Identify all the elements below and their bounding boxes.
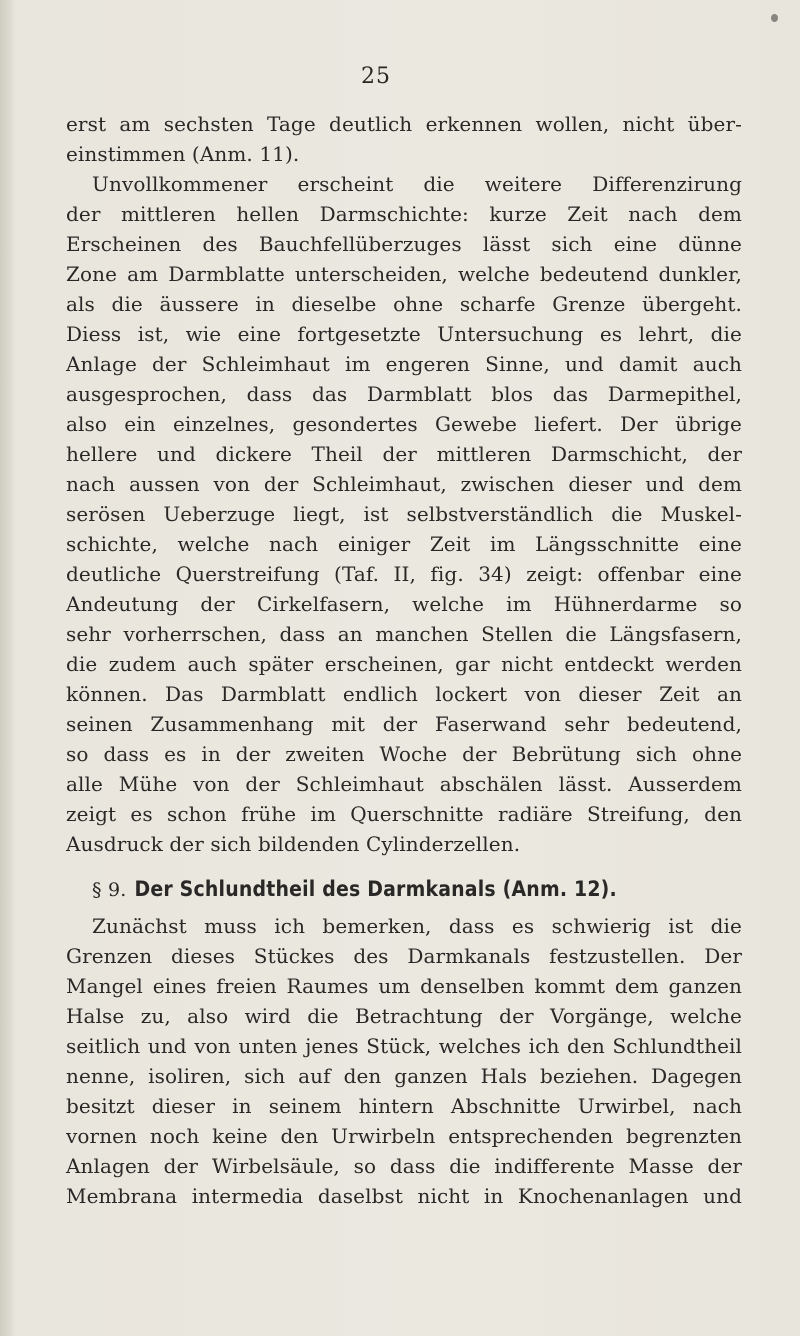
text-line: Erscheinen des Bauchfellüberzuges lässt sich eine dünne — [66, 232, 742, 256]
text-line: einstimmen (Anm. 11). — [66, 142, 300, 166]
text-line: besitzt dieser in seinem hintern Abschnitte Urwirbel, nach — [66, 1094, 742, 1118]
text-line: Membrana intermedia daselbst nicht in Knochenanlagen und — [66, 1184, 742, 1208]
text-line: erst am sechsten Tage deutlich erkennen wollen, nicht über- — [66, 112, 742, 136]
text-line: Zunächst muss ich bemerken, dass es schwierig ist die — [92, 914, 742, 938]
text-line: serösen Ueberzuge liegt, ist selbstverständlich die Muskel- — [66, 502, 742, 526]
text-line: seinen Zusammenhang mit der Faserwand sehr bedeutend, — [66, 712, 742, 736]
paragraph-1 — [66, 109, 742, 169]
section-heading — [66, 871, 742, 907]
text-line: der mittleren hellen Darmschichte: kurze Zeit nach dem — [66, 202, 742, 226]
text-line: sehr vorherrschen, dass an manchen Stellen die Längsfasern, — [66, 622, 742, 646]
text-line: Diess ist, wie eine fortgesetzte Untersuchung es lehrt, die — [66, 322, 742, 346]
text-line: zeigt es schon frühe im Querschnitte radiäre Streifung, den — [66, 802, 742, 826]
paragraph-2 — [66, 169, 742, 859]
text-line: Mangel eines freien Raumes um denselben kommt dem ganzen — [66, 974, 742, 998]
text-line: so dass es in der zweiten Woche der Bebrütung sich ohne — [66, 742, 742, 766]
text-line: Grenzen dieses Stückes des Darmkanals festzustellen. Der — [66, 944, 742, 968]
text-line: Zone am Darmblatte unterscheiden, welche bedeutend dunkler, — [66, 262, 742, 286]
text-line: seitlich und von unten jenes Stück, welches ich den Schlundtheil — [66, 1034, 742, 1058]
page-fold-shadow — [0, 0, 14, 1336]
section-number: § 9. — [92, 879, 127, 901]
text-line: ausgesprochen, dass das Darmblatt blos das Darmepithel, — [66, 382, 742, 406]
text-line: also ein einzelnes, gesondertes Gewebe liefert. Der übrige — [66, 412, 742, 436]
text-line: Unvollkommener erscheint die weitere Differenzirung — [92, 172, 742, 196]
text-line: können. Das Darmblatt endlich lockert von dieser Zeit an — [66, 682, 742, 706]
text-line: Anlagen der Wirbelsäule, so dass die indifferente Masse der — [66, 1154, 742, 1178]
text-line: deutliche Querstreifung (Taf. II, fig. 34) zeigt: offenbar eine — [66, 562, 742, 586]
section-title: Der Schlundtheil des Darmkanals (Anm. 12). — [134, 877, 617, 901]
body-text — [66, 109, 742, 1211]
text-line: die zudem auch später erscheinen, gar nicht entdeckt werden — [66, 652, 742, 676]
text-line: alle Mühe von der Schleimhaut abschälen lässt. Ausserdem — [66, 772, 742, 796]
ink-speck — [771, 14, 778, 22]
paragraph-3 — [66, 911, 742, 1211]
page-number: 25 — [361, 64, 391, 89]
text-line: Halse zu, also wird die Betrachtung der Vorgänge, welche — [66, 1004, 742, 1028]
text-line: Andeutung der Cirkelfasern, welche im Hühnerdarme so — [66, 592, 742, 616]
text-line: als die äussere in dieselbe ohne scharfe Grenze übergeht. — [66, 292, 742, 316]
text-line: hellere und dickere Theil der mittleren Darmschicht, der — [66, 442, 742, 466]
text-line: vornen noch keine den Urwirbeln entsprechenden begrenzten — [66, 1124, 742, 1148]
text-line: Ausdruck der sich bildenden Cylinderzellen. — [66, 832, 521, 856]
text-line: nach aussen von der Schleimhaut, zwischen dieser und dem — [66, 472, 742, 496]
text-line: nenne, isoliren, sich auf den ganzen Hals beziehen. Dagegen — [66, 1064, 742, 1088]
text-line: Anlage der Schleimhaut im engeren Sinne, und damit auch — [66, 352, 742, 376]
text-line: schichte, welche nach einiger Zeit im Längsschnitte eine — [66, 532, 742, 556]
